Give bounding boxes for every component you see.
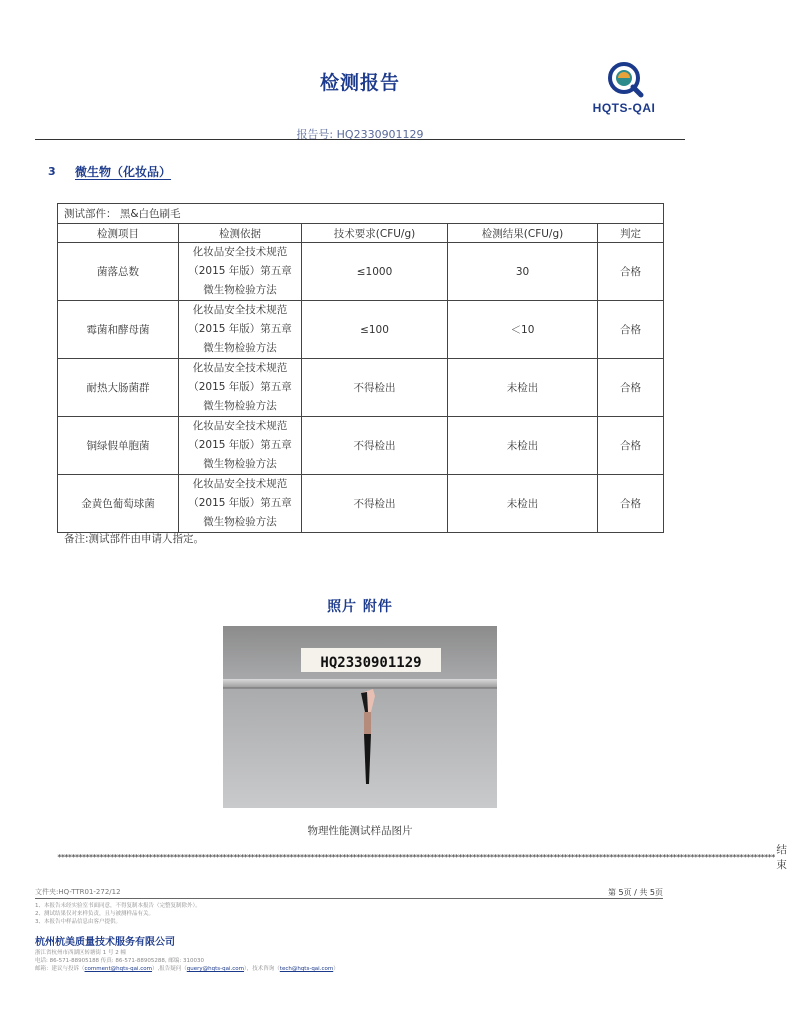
- test-item: 铜绿假单胞菌: [58, 417, 179, 475]
- company-email-line: [35, 964, 339, 972]
- basis-line: 微生物检验方法: [203, 516, 277, 528]
- end-stars: ************************************************************************************************************************************************************************************************************: [57, 852, 775, 862]
- header-divider: [35, 139, 685, 140]
- test-item: 菌落总数: [58, 243, 179, 301]
- result: 30: [448, 243, 598, 301]
- test-results-table: [57, 203, 664, 533]
- test-item: 霉菌和酵母菌: [58, 301, 179, 359]
- result: 未检出: [448, 475, 598, 533]
- result: 未检出: [448, 359, 598, 417]
- requirement: ≤100: [302, 301, 448, 359]
- basis-line: （2015 年版）第五章: [188, 497, 292, 509]
- email-separator: ），技术咨询（: [244, 966, 280, 972]
- header-item: 检测项目: [58, 224, 179, 243]
- table-row: [58, 475, 664, 533]
- email-separator: ）,报告疑问（: [152, 966, 187, 972]
- verdict: 合格: [598, 417, 664, 475]
- table-row: [58, 243, 664, 301]
- test-part: 测试部件： 黑&白色刷毛: [58, 204, 664, 224]
- test-basis: [179, 417, 302, 475]
- result: ＜10: [448, 301, 598, 359]
- test-basis: [179, 475, 302, 533]
- header-basis: 检测依据: [179, 224, 302, 243]
- report-number: 报告号: HQ2330901129: [296, 128, 424, 141]
- header-verdict: 判定: [598, 224, 664, 243]
- table-row: [58, 417, 664, 475]
- requirement: 不得检出: [302, 475, 448, 533]
- photo-title: 照片 附件: [327, 599, 393, 615]
- table-header-row: [58, 224, 664, 243]
- table-row: [58, 301, 664, 359]
- test-item: 金黄色葡萄球菌: [58, 475, 179, 533]
- basis-line: 微生物检验方法: [203, 400, 277, 412]
- header-result: 检测结果(CFU/g): [448, 224, 598, 243]
- logo-text: HQTS-QAI: [592, 101, 656, 115]
- table-row: [58, 359, 664, 417]
- footer-divider: [35, 898, 663, 899]
- company-address: 浙江省杭州市西湖区转塘街 1 号 2 幢: [35, 950, 126, 956]
- ruler: [223, 679, 497, 688]
- company-name: 杭州杭美质量技术服务有限公司: [35, 937, 175, 948]
- verdict: 合格: [598, 301, 664, 359]
- verdict: 合格: [598, 243, 664, 301]
- footer-note: 1、本报告未经实验室书面同意，不得复制本报告（完整复制除外）。: [35, 903, 201, 909]
- report-title: 检测报告: [319, 72, 400, 94]
- basis-line: 化妆品安全技术规范: [192, 246, 288, 258]
- photo-caption: 物理性能测试样品图片: [307, 825, 413, 837]
- sample-photo: [223, 626, 497, 808]
- footer-note: 3、本报告中样品信息由客户提供。: [35, 919, 122, 925]
- basis-line: 化妆品安全技术规范: [192, 362, 288, 374]
- end-mark: 结束: [776, 844, 787, 871]
- header-requirement: 技术要求(CFU/g): [302, 224, 448, 243]
- test-basis: [179, 243, 302, 301]
- test-basis: [179, 301, 302, 359]
- test-basis: [179, 359, 302, 417]
- query-email-link[interactable]: query@hqts-qai.com: [186, 966, 245, 972]
- footer-note: 2、测试结果仅对来样负责，且与被测样品有关。: [35, 911, 155, 917]
- footer-doc-number: 文件夹:HQ-TTR01-272/12: [35, 888, 121, 896]
- basis-line: （2015 年版）第五章: [188, 265, 292, 277]
- result: 未检出: [448, 417, 598, 475]
- sample-label-text: HQ2330901129: [320, 655, 422, 671]
- requirement: 不得检出: [302, 359, 448, 417]
- complaint-email-link[interactable]: comment@hqts-qai.com: [84, 966, 153, 972]
- tech-email-link[interactable]: tech@hqts-qai.com: [279, 966, 334, 972]
- section-title: 微生物（化妆品）: [75, 165, 172, 179]
- basis-line: （2015 年版）第五章: [188, 381, 292, 393]
- verdict: 合格: [598, 359, 664, 417]
- section-number: 3: [48, 165, 56, 178]
- remark: 备注:测试部件由申请人指定。: [64, 533, 205, 545]
- basis-line: 微生物检验方法: [203, 284, 277, 296]
- test-item: 耐热大肠菌群: [58, 359, 179, 417]
- basis-line: （2015 年版）第五章: [188, 323, 292, 335]
- requirement: ≤1000: [302, 243, 448, 301]
- basis-line: 微生物检验方法: [203, 458, 277, 470]
- footer-page-number: 第 5页 / 共 5页: [607, 888, 663, 897]
- company-contact: 电话: 86-571-88905188 传真: 86-571-88905288, 邮编: 310030: [35, 958, 204, 964]
- end-line: [57, 842, 787, 872]
- basis-line: 化妆品安全技术规范: [192, 304, 288, 316]
- basis-line: （2015 年版）第五章: [188, 439, 292, 451]
- basis-line: 化妆品安全技术规范: [192, 478, 288, 490]
- basis-line: 化妆品安全技术规范: [192, 420, 288, 432]
- email-suffix: ）: [333, 966, 339, 972]
- basis-line: 微生物检验方法: [203, 342, 277, 354]
- requirement: 不得检出: [302, 417, 448, 475]
- email-prefix: 邮箱：建议与投诉（: [35, 966, 85, 972]
- verdict: 合格: [598, 475, 664, 533]
